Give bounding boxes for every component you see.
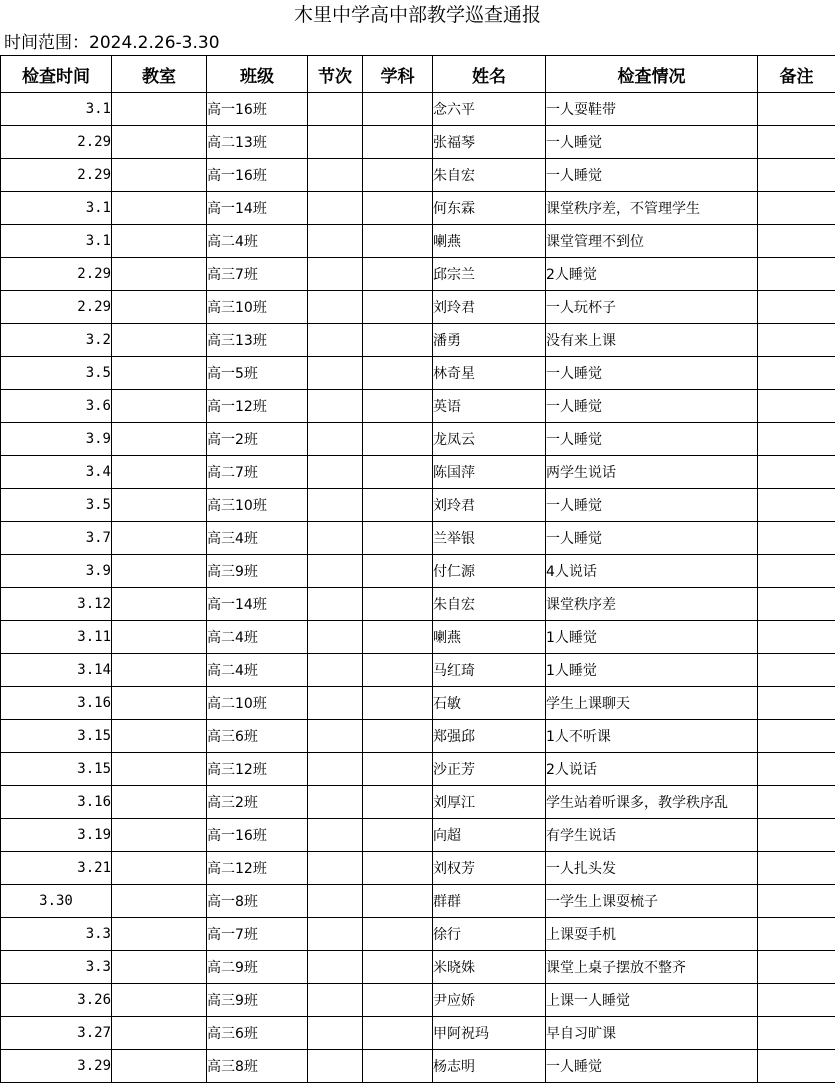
cell-name: 付仁源 bbox=[433, 555, 546, 588]
cell-subject bbox=[363, 654, 433, 687]
table-row bbox=[1, 885, 835, 918]
cell-period bbox=[308, 819, 363, 852]
cell-note bbox=[758, 951, 835, 984]
cell-situation: 两学生说话 bbox=[546, 456, 758, 489]
cell-period bbox=[308, 555, 363, 588]
cell-note bbox=[758, 291, 835, 324]
cell-class: 高三10班 bbox=[207, 291, 308, 324]
cell-room bbox=[112, 126, 207, 159]
cell-subject bbox=[363, 720, 433, 753]
cell-situation: 一人耍鞋带 bbox=[546, 93, 758, 126]
cell-note bbox=[758, 1050, 835, 1083]
cell-name: 刘玲君 bbox=[433, 291, 546, 324]
cell-name: 石敏 bbox=[433, 687, 546, 720]
cell-name: 何东霖 bbox=[433, 192, 546, 225]
cell-subject bbox=[363, 258, 433, 291]
inspection-table bbox=[0, 55, 835, 1083]
cell-subject bbox=[363, 291, 433, 324]
cell-situation: 1人睡觉 bbox=[546, 654, 758, 687]
cell-subject bbox=[363, 621, 433, 654]
cell-note bbox=[758, 192, 835, 225]
cell-note bbox=[758, 456, 835, 489]
cell-period bbox=[308, 225, 363, 258]
header-name: 姓名 bbox=[433, 56, 546, 93]
cell-situation: 一人睡觉 bbox=[546, 1050, 758, 1083]
cell-room bbox=[112, 786, 207, 819]
cell-class: 高一8班 bbox=[207, 885, 308, 918]
cell-room bbox=[112, 390, 207, 423]
cell-name: 陈国萍 bbox=[433, 456, 546, 489]
header-period: 节次 bbox=[308, 56, 363, 93]
report-title: 木里中学高中部教学巡查通报 bbox=[0, 0, 835, 28]
cell-room bbox=[112, 984, 207, 1017]
header-subject: 学科 bbox=[363, 56, 433, 93]
table-row bbox=[1, 159, 835, 192]
cell-time: 3.1 bbox=[1, 192, 112, 225]
table-row bbox=[1, 984, 835, 1017]
cell-class: 高三13班 bbox=[207, 324, 308, 357]
cell-subject bbox=[363, 489, 433, 522]
cell-note bbox=[758, 753, 835, 786]
cell-name: 英语 bbox=[433, 390, 546, 423]
cell-name: 喇燕 bbox=[433, 225, 546, 258]
cell-situation: 4人说话 bbox=[546, 555, 758, 588]
cell-period bbox=[308, 192, 363, 225]
table-row bbox=[1, 720, 835, 753]
cell-note bbox=[758, 357, 835, 390]
cell-subject bbox=[363, 753, 433, 786]
cell-period bbox=[308, 654, 363, 687]
cell-note bbox=[758, 1017, 835, 1050]
cell-situation: 1人不听课 bbox=[546, 720, 758, 753]
cell-time: 3.27 bbox=[1, 1017, 112, 1050]
cell-note bbox=[758, 852, 835, 885]
cell-room bbox=[112, 1017, 207, 1050]
cell-name: 朱自宏 bbox=[433, 588, 546, 621]
cell-situation: 课堂秩序差，不管理学生 bbox=[546, 192, 758, 225]
cell-time: 3.3 bbox=[1, 951, 112, 984]
cell-note bbox=[758, 489, 835, 522]
table-row bbox=[1, 654, 835, 687]
cell-note bbox=[758, 555, 835, 588]
table-row bbox=[1, 357, 835, 390]
cell-name: 郑强邱 bbox=[433, 720, 546, 753]
table-row bbox=[1, 126, 835, 159]
table-row bbox=[1, 819, 835, 852]
cell-note bbox=[758, 390, 835, 423]
cell-situation: 一学生上课耍梳子 bbox=[546, 885, 758, 918]
cell-period bbox=[308, 126, 363, 159]
cell-subject bbox=[363, 786, 433, 819]
cell-room bbox=[112, 819, 207, 852]
cell-period bbox=[308, 1017, 363, 1050]
cell-situation: 课堂管理不到位 bbox=[546, 225, 758, 258]
cell-class: 高一7班 bbox=[207, 918, 308, 951]
cell-subject bbox=[363, 192, 433, 225]
cell-time: 3.16 bbox=[1, 786, 112, 819]
cell-situation: 一人睡觉 bbox=[546, 423, 758, 456]
cell-room bbox=[112, 192, 207, 225]
table-row bbox=[1, 258, 835, 291]
table-row bbox=[1, 324, 835, 357]
table-row bbox=[1, 918, 835, 951]
cell-class: 高三12班 bbox=[207, 753, 308, 786]
cell-time: 3.15 bbox=[1, 720, 112, 753]
cell-subject bbox=[363, 885, 433, 918]
cell-note bbox=[758, 687, 835, 720]
cell-name: 张福琴 bbox=[433, 126, 546, 159]
cell-subject bbox=[363, 1050, 433, 1083]
cell-time: 3.7 bbox=[1, 522, 112, 555]
cell-name: 沙正芳 bbox=[433, 753, 546, 786]
cell-note bbox=[758, 654, 835, 687]
table-row bbox=[1, 522, 835, 555]
cell-room bbox=[112, 753, 207, 786]
cell-class: 高三9班 bbox=[207, 984, 308, 1017]
cell-room bbox=[112, 918, 207, 951]
table-row bbox=[1, 687, 835, 720]
cell-time: 3.2 bbox=[1, 324, 112, 357]
cell-subject bbox=[363, 951, 433, 984]
cell-class: 高三8班 bbox=[207, 1050, 308, 1083]
cell-name: 龙凤云 bbox=[433, 423, 546, 456]
cell-situation: 没有来上课 bbox=[546, 324, 758, 357]
cell-note bbox=[758, 258, 835, 291]
cell-room bbox=[112, 852, 207, 885]
cell-class: 高二7班 bbox=[207, 456, 308, 489]
header-class: 班级 bbox=[207, 56, 308, 93]
cell-name: 念六平 bbox=[433, 93, 546, 126]
cell-note bbox=[758, 819, 835, 852]
table-row bbox=[1, 1050, 835, 1083]
cell-room bbox=[112, 489, 207, 522]
cell-time: 3.1 bbox=[1, 93, 112, 126]
cell-name: 徐行 bbox=[433, 918, 546, 951]
cell-name: 朱自宏 bbox=[433, 159, 546, 192]
cell-class: 高一5班 bbox=[207, 357, 308, 390]
cell-note bbox=[758, 93, 835, 126]
cell-situation: 上课耍手机 bbox=[546, 918, 758, 951]
cell-time: 3.15 bbox=[1, 753, 112, 786]
cell-period bbox=[308, 456, 363, 489]
cell-time: 3.9 bbox=[1, 423, 112, 456]
header-row bbox=[1, 56, 835, 93]
cell-note bbox=[758, 885, 835, 918]
cell-situation: 一人睡觉 bbox=[546, 159, 758, 192]
cell-room bbox=[112, 1050, 207, 1083]
cell-name: 甲阿祝玛 bbox=[433, 1017, 546, 1050]
table-row bbox=[1, 192, 835, 225]
cell-class: 高一2班 bbox=[207, 423, 308, 456]
cell-note bbox=[758, 588, 835, 621]
cell-subject bbox=[363, 456, 433, 489]
cell-period bbox=[308, 720, 363, 753]
cell-situation: 有学生说话 bbox=[546, 819, 758, 852]
cell-class: 高三6班 bbox=[207, 1017, 308, 1050]
cell-note bbox=[758, 324, 835, 357]
cell-situation: 2人说话 bbox=[546, 753, 758, 786]
cell-room bbox=[112, 555, 207, 588]
cell-situation: 早自习旷课 bbox=[546, 1017, 758, 1050]
cell-room bbox=[112, 423, 207, 456]
table-row bbox=[1, 489, 835, 522]
cell-class: 高一14班 bbox=[207, 588, 308, 621]
cell-room bbox=[112, 885, 207, 918]
cell-note bbox=[758, 786, 835, 819]
cell-time: 2.29 bbox=[1, 291, 112, 324]
cell-period bbox=[308, 159, 363, 192]
cell-subject bbox=[363, 126, 433, 159]
cell-name: 米晓姝 bbox=[433, 951, 546, 984]
cell-time: 3.29 bbox=[1, 1050, 112, 1083]
cell-room bbox=[112, 621, 207, 654]
cell-class: 高一14班 bbox=[207, 192, 308, 225]
cell-period bbox=[308, 918, 363, 951]
cell-room bbox=[112, 951, 207, 984]
cell-subject bbox=[363, 357, 433, 390]
cell-situation: 上课一人睡觉 bbox=[546, 984, 758, 1017]
cell-class: 高三10班 bbox=[207, 489, 308, 522]
cell-class: 高一16班 bbox=[207, 819, 308, 852]
cell-subject bbox=[363, 819, 433, 852]
cell-period bbox=[308, 258, 363, 291]
cell-room bbox=[112, 324, 207, 357]
cell-class: 高三4班 bbox=[207, 522, 308, 555]
cell-class: 高一16班 bbox=[207, 159, 308, 192]
table-row bbox=[1, 753, 835, 786]
cell-period bbox=[308, 489, 363, 522]
header-room: 教室 bbox=[112, 56, 207, 93]
cell-name: 马红琦 bbox=[433, 654, 546, 687]
cell-time: 3.30 bbox=[1, 885, 112, 918]
table-row bbox=[1, 786, 835, 819]
cell-situation: 课堂秩序差 bbox=[546, 588, 758, 621]
cell-room bbox=[112, 225, 207, 258]
cell-subject bbox=[363, 522, 433, 555]
header-situation: 检查情况 bbox=[546, 56, 758, 93]
cell-situation: 一人睡觉 bbox=[546, 126, 758, 159]
cell-time: 3.16 bbox=[1, 687, 112, 720]
cell-name: 林奇星 bbox=[433, 357, 546, 390]
cell-subject bbox=[363, 390, 433, 423]
table-row bbox=[1, 621, 835, 654]
cell-time: 3.5 bbox=[1, 489, 112, 522]
cell-situation: 一人睡觉 bbox=[546, 489, 758, 522]
cell-subject bbox=[363, 225, 433, 258]
cell-time: 3.19 bbox=[1, 819, 112, 852]
cell-class: 高二10班 bbox=[207, 687, 308, 720]
cell-name: 喇燕 bbox=[433, 621, 546, 654]
cell-situation: 2人睡觉 bbox=[546, 258, 758, 291]
cell-name: 杨志明 bbox=[433, 1050, 546, 1083]
cell-note bbox=[758, 225, 835, 258]
cell-room bbox=[112, 357, 207, 390]
cell-situation: 1人睡觉 bbox=[546, 621, 758, 654]
cell-name: 群群 bbox=[433, 885, 546, 918]
cell-time: 3.4 bbox=[1, 456, 112, 489]
cell-period bbox=[308, 324, 363, 357]
header-time: 检查时间 bbox=[1, 56, 112, 93]
cell-name: 兰举银 bbox=[433, 522, 546, 555]
cell-situation: 一人睡觉 bbox=[546, 390, 758, 423]
table-row bbox=[1, 225, 835, 258]
cell-time: 3.21 bbox=[1, 852, 112, 885]
cell-period bbox=[308, 786, 363, 819]
cell-room bbox=[112, 159, 207, 192]
cell-time: 3.5 bbox=[1, 357, 112, 390]
table-row bbox=[1, 93, 835, 126]
cell-note bbox=[758, 423, 835, 456]
cell-period bbox=[308, 852, 363, 885]
cell-note bbox=[758, 126, 835, 159]
cell-subject bbox=[363, 555, 433, 588]
cell-name: 潘勇 bbox=[433, 324, 546, 357]
cell-name: 向超 bbox=[433, 819, 546, 852]
cell-situation: 一人睡觉 bbox=[546, 357, 758, 390]
cell-period bbox=[308, 621, 363, 654]
cell-note bbox=[758, 720, 835, 753]
cell-period bbox=[308, 93, 363, 126]
cell-subject bbox=[363, 918, 433, 951]
cell-name: 尹应娇 bbox=[433, 984, 546, 1017]
cell-time: 3.3 bbox=[1, 918, 112, 951]
cell-period bbox=[308, 687, 363, 720]
cell-class: 高二13班 bbox=[207, 126, 308, 159]
table-row bbox=[1, 291, 835, 324]
cell-subject bbox=[363, 423, 433, 456]
cell-subject bbox=[363, 852, 433, 885]
table-row bbox=[1, 588, 835, 621]
table-row bbox=[1, 951, 835, 984]
cell-subject bbox=[363, 324, 433, 357]
cell-time: 3.9 bbox=[1, 555, 112, 588]
cell-situation: 课堂上桌子摆放不整齐 bbox=[546, 951, 758, 984]
cell-class: 高三9班 bbox=[207, 555, 308, 588]
cell-room bbox=[112, 291, 207, 324]
cell-class: 高二4班 bbox=[207, 225, 308, 258]
cell-room bbox=[112, 720, 207, 753]
cell-period bbox=[308, 357, 363, 390]
cell-note bbox=[758, 918, 835, 951]
cell-situation: 一人扎头发 bbox=[546, 852, 758, 885]
cell-time: 2.29 bbox=[1, 258, 112, 291]
cell-period bbox=[308, 291, 363, 324]
cell-class: 高三7班 bbox=[207, 258, 308, 291]
cell-time: 3.12 bbox=[1, 588, 112, 621]
table-row bbox=[1, 852, 835, 885]
cell-room bbox=[112, 93, 207, 126]
cell-room bbox=[112, 687, 207, 720]
cell-situation: 一人玩杯子 bbox=[546, 291, 758, 324]
cell-class: 高二12班 bbox=[207, 852, 308, 885]
cell-time: 2.29 bbox=[1, 126, 112, 159]
cell-time: 3.1 bbox=[1, 225, 112, 258]
cell-time: 2.29 bbox=[1, 159, 112, 192]
cell-situation: 一人睡觉 bbox=[546, 522, 758, 555]
cell-class: 高二4班 bbox=[207, 621, 308, 654]
cell-note bbox=[758, 621, 835, 654]
cell-subject bbox=[363, 984, 433, 1017]
cell-time: 3.26 bbox=[1, 984, 112, 1017]
table-row bbox=[1, 456, 835, 489]
cell-period bbox=[308, 984, 363, 1017]
cell-class: 高一12班 bbox=[207, 390, 308, 423]
cell-room bbox=[112, 522, 207, 555]
cell-period bbox=[308, 753, 363, 786]
cell-class: 高三6班 bbox=[207, 720, 308, 753]
cell-name: 刘权芳 bbox=[433, 852, 546, 885]
cell-period bbox=[308, 1050, 363, 1083]
cell-note bbox=[758, 159, 835, 192]
cell-situation: 学生站着听课多，教学秩序乱 bbox=[546, 786, 758, 819]
cell-class: 高二9班 bbox=[207, 951, 308, 984]
cell-period bbox=[308, 423, 363, 456]
cell-room bbox=[112, 588, 207, 621]
cell-room bbox=[112, 258, 207, 291]
cell-subject bbox=[363, 159, 433, 192]
cell-class: 高二4班 bbox=[207, 654, 308, 687]
table-row bbox=[1, 423, 835, 456]
table-row bbox=[1, 390, 835, 423]
table-row bbox=[1, 1017, 835, 1050]
cell-period bbox=[308, 522, 363, 555]
cell-subject bbox=[363, 687, 433, 720]
cell-class: 高一16班 bbox=[207, 93, 308, 126]
cell-time: 3.11 bbox=[1, 621, 112, 654]
cell-situation: 学生上课聊天 bbox=[546, 687, 758, 720]
cell-time: 3.14 bbox=[1, 654, 112, 687]
cell-name: 刘厚江 bbox=[433, 786, 546, 819]
cell-period bbox=[308, 390, 363, 423]
cell-period bbox=[308, 588, 363, 621]
cell-period bbox=[308, 951, 363, 984]
cell-subject bbox=[363, 1017, 433, 1050]
cell-name: 刘玲君 bbox=[433, 489, 546, 522]
cell-subject bbox=[363, 588, 433, 621]
cell-note bbox=[758, 984, 835, 1017]
cell-room bbox=[112, 456, 207, 489]
cell-class: 高三2班 bbox=[207, 786, 308, 819]
cell-note bbox=[758, 522, 835, 555]
cell-name: 邱宗兰 bbox=[433, 258, 546, 291]
date-range: 时间范围：2024.2.26-3.30 bbox=[4, 31, 220, 55]
cell-subject bbox=[363, 93, 433, 126]
cell-period bbox=[308, 885, 363, 918]
table-row bbox=[1, 555, 835, 588]
header-note: 备注 bbox=[758, 56, 835, 93]
cell-time: 3.6 bbox=[1, 390, 112, 423]
cell-room bbox=[112, 654, 207, 687]
